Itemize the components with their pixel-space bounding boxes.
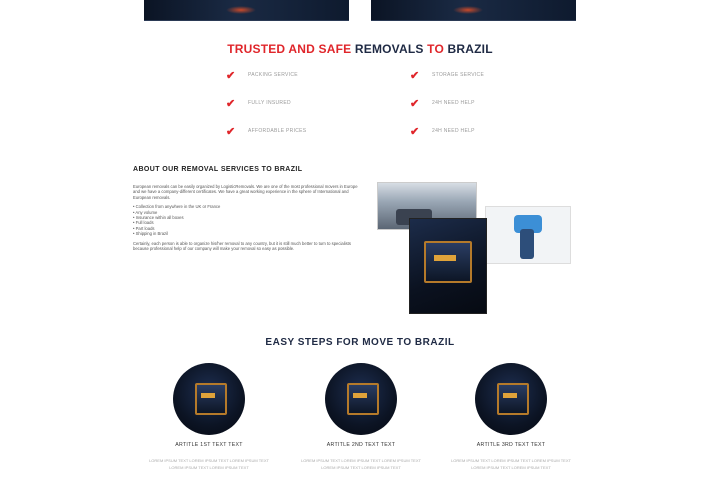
check-item bbox=[410, 68, 484, 82]
list-item: • Shipping in Brazil bbox=[133, 231, 358, 236]
check-icon: ✔ bbox=[410, 69, 420, 82]
list-item: • Any volume bbox=[133, 210, 358, 215]
list-item: • Collection from anywhere in the UK or France bbox=[133, 204, 358, 209]
step-title: ARTITLE 1ST TEXT TEXT bbox=[175, 442, 243, 448]
trusted-title-part-2: REMOVALS bbox=[354, 42, 424, 56]
check-label: AFFORDABLE PRICES bbox=[248, 128, 307, 134]
check-icon: ✔ bbox=[226, 97, 236, 110]
steps-title: EASY STEPS FOR MOVE TO BRAZIL bbox=[265, 337, 455, 348]
check-label: STORAGE SERVICE bbox=[432, 72, 485, 78]
check-item bbox=[226, 96, 291, 110]
hero-image-left bbox=[144, 0, 349, 21]
step-description: LOREM IPSUM TEXT LOREM IPSUM TEXT LOREM IPSUM TEXT LOREM IPSUM TEXT LOREM IPSUM TEXT bbox=[301, 458, 421, 470]
list-item: • Part loads bbox=[133, 226, 358, 231]
hero-image-right bbox=[371, 0, 576, 21]
step-title: ARTITLE 2ND TEXT TEXT bbox=[326, 442, 396, 448]
check-icon: ✔ bbox=[410, 125, 420, 138]
about-bullet-list bbox=[133, 204, 358, 236]
check-label: FULLY INSURED bbox=[248, 100, 291, 106]
step-title: ARTITLE 3RD TEXT TEXT bbox=[476, 442, 546, 448]
truck-photo bbox=[409, 218, 487, 314]
list-item: • Insurance within all boxes bbox=[133, 215, 358, 220]
step-card bbox=[296, 363, 426, 471]
step-image bbox=[173, 363, 245, 435]
step-card bbox=[446, 363, 576, 471]
check-icon: ✔ bbox=[410, 97, 420, 110]
truck-icon bbox=[424, 241, 472, 283]
about-title: ABOUT OUR REMOVAL SERVICES TO BRAZIL bbox=[133, 166, 303, 173]
check-item bbox=[226, 68, 298, 82]
trusted-title-part-3: TO bbox=[427, 42, 444, 56]
check-icon: ✔ bbox=[226, 125, 236, 138]
service-checklist bbox=[0, 66, 720, 146]
about-paragraph-2: Certainly, each person is able to organize his/her removal to any country, but it is still much better to turn to specialists because professional help of our company will make your removal so easy as possible. bbox=[133, 240, 351, 252]
step-image bbox=[475, 363, 547, 435]
about-paragraph-1: European removals can be easily organized by LogisticRemovals. We are one of the most professional movers in Europe and we have a company-different certificates. We have a great working experience in the sphere of International and European removals. bbox=[133, 184, 358, 200]
step-description: LOREM IPSUM TEXT LOREM IPSUM TEXT LOREM IPSUM TEXT LOREM IPSUM TEXT LOREM IPSUM TEXT bbox=[149, 458, 269, 470]
about-text bbox=[133, 184, 358, 255]
list-item: • Full loads bbox=[133, 220, 358, 225]
check-label: 24H NEED HELP bbox=[432, 128, 475, 134]
check-item bbox=[410, 96, 475, 110]
step-card bbox=[144, 363, 274, 471]
check-item bbox=[410, 124, 475, 138]
step-description: LOREM IPSUM TEXT LOREM IPSUM TEXT LOREM IPSUM TEXT LOREM IPSUM TEXT LOREM IPSUM TEXT bbox=[451, 458, 571, 470]
hand-phone-photo bbox=[485, 206, 571, 264]
about-image-collage bbox=[377, 180, 572, 315]
check-label: PACKING SERVICE bbox=[248, 72, 298, 78]
trusted-title bbox=[0, 42, 720, 56]
trusted-title-part-4: BRAZIL bbox=[447, 42, 493, 56]
check-icon: ✔ bbox=[226, 69, 236, 82]
check-label: 24H NEED HELP bbox=[432, 100, 475, 106]
check-item bbox=[226, 124, 306, 138]
step-image bbox=[325, 363, 397, 435]
trusted-title-part-1: TRUSTED AND SAFE bbox=[227, 42, 352, 56]
hero-images bbox=[0, 0, 720, 22]
